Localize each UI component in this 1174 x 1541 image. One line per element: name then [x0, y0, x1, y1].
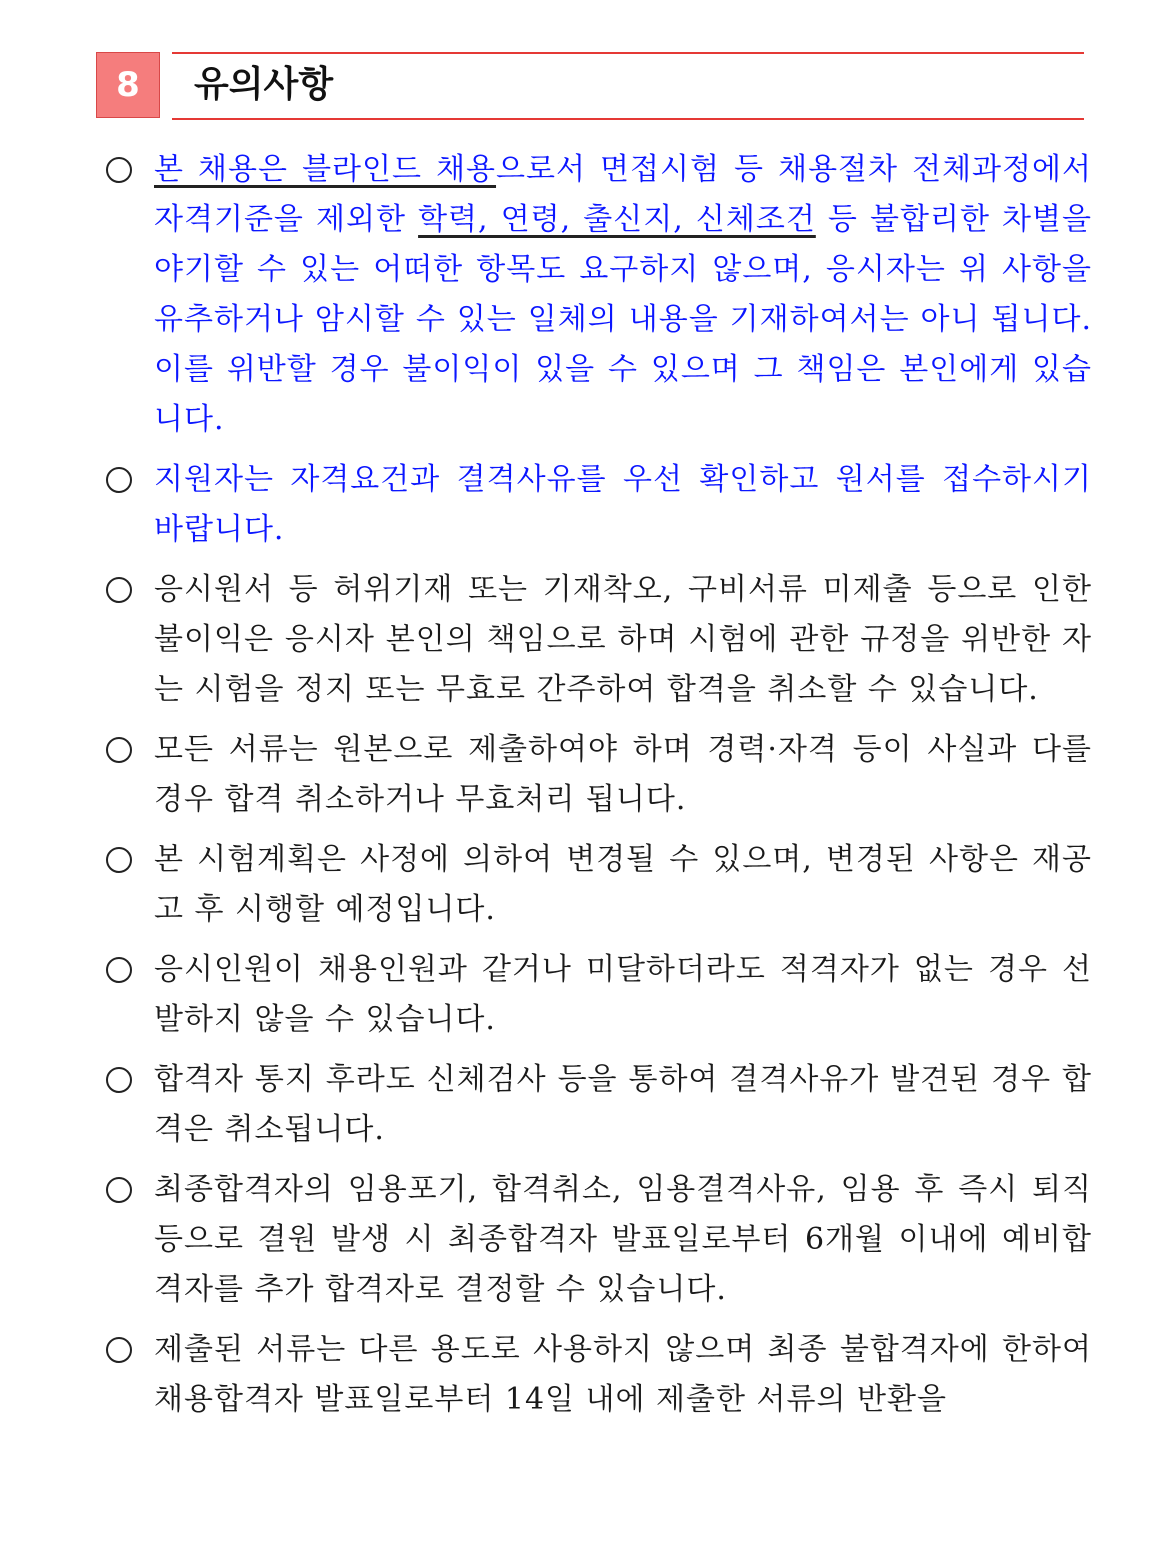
section-title: 유의사항: [194, 64, 334, 105]
circle-bullet-icon: [106, 737, 132, 763]
section-header: [96, 52, 1084, 120]
note-item: [104, 945, 1092, 1045]
note-underlined-text: 본 채용은 블라인드 채용: [154, 152, 497, 187]
circle-bullet-icon: [106, 577, 132, 603]
note-item: [104, 1165, 1092, 1315]
note-item: [104, 1055, 1092, 1155]
note-item: [104, 1325, 1092, 1425]
note-item: [104, 565, 1092, 715]
header-bottom-rule: [172, 118, 1084, 120]
note-text: 으로서 면접시험 등 채용절차 전체과정에서 자격기준을 제외한: [154, 152, 1092, 237]
note-text: 최종합격자의 임용포기, 합격취소, 임용결격사유, 임용 후 즉시 퇴직 등으로 결원 발생 시 최종합격자 발표일로부터 6개월 이내에 예비합격자를 추가 합격자로 결정할 수 있습니다.: [154, 1172, 1092, 1307]
circle-bullet-icon: [106, 157, 132, 183]
note-item: [104, 835, 1092, 935]
note-underlined-text: 학력, 연령, 출신지, 신체조건: [418, 202, 816, 237]
circle-bullet-icon: [106, 847, 132, 873]
circle-bullet-icon: [106, 957, 132, 983]
note-text: 모든 서류는 원본으로 제출하여야 하며 경력·자격 등이 사실과 다를 경우 합격 취소하거나 무효처리 됩니다.: [154, 732, 1092, 817]
note-text: 본 시험계획은 사정에 의하여 변경될 수 있으며, 변경된 사항은 재공고 후 시행할 예정입니다.: [154, 842, 1092, 927]
circle-bullet-icon: [106, 1337, 132, 1363]
notes-list: [104, 145, 1092, 1435]
note-item: [104, 145, 1092, 445]
note-text: 응시인원이 채용인원과 같거나 미달하더라도 적격자가 없는 경우 선발하지 않을 수 있습니다.: [154, 952, 1092, 1037]
section-number-badge: 8: [96, 52, 160, 118]
note-text: 제출된 서류는 다른 용도로 사용하지 않으며 최종 불합격자에 한하여 채용합격자 발표일로부터 14일 내에 제출한 서류의 반환을: [154, 1332, 1092, 1417]
note-text: 등 불합리한 차별을 야기할 수 있는 어떠한 항목도 요구하지 않으며, 응시자는 위 사항을 유추하거나 암시할 수 있는 일체의 내용을 기재하여서는 아니 됩니다. 이를 위반할 경우 불이익이 있을 수 있으며 그 책임은 본인에게 있습니다.: [154, 202, 1092, 437]
circle-bullet-icon: [106, 1067, 132, 1093]
circle-bullet-icon: [106, 467, 132, 493]
note-text: 응시원서 등 허위기재 또는 기재착오, 구비서류 미제출 등으로 인한 불이익은 응시자 본인의 책임으로 하며 시험에 관한 규정을 위반한 자는 시험을 정지 또는 무효로 간주하여 합격을 취소할 수 있습니다.: [154, 572, 1092, 707]
note-item: [104, 455, 1092, 555]
note-item: [104, 725, 1092, 825]
note-text: 지원자는 자격요건과 결격사유를 우선 확인하고 원서를 접수하시기 바랍니다.: [154, 462, 1092, 547]
note-text: 합격자 통지 후라도 신체검사 등을 통하여 결격사유가 발견된 경우 합격은 취소됩니다.: [154, 1062, 1092, 1147]
header-top-rule: [172, 52, 1084, 54]
circle-bullet-icon: [106, 1177, 132, 1203]
